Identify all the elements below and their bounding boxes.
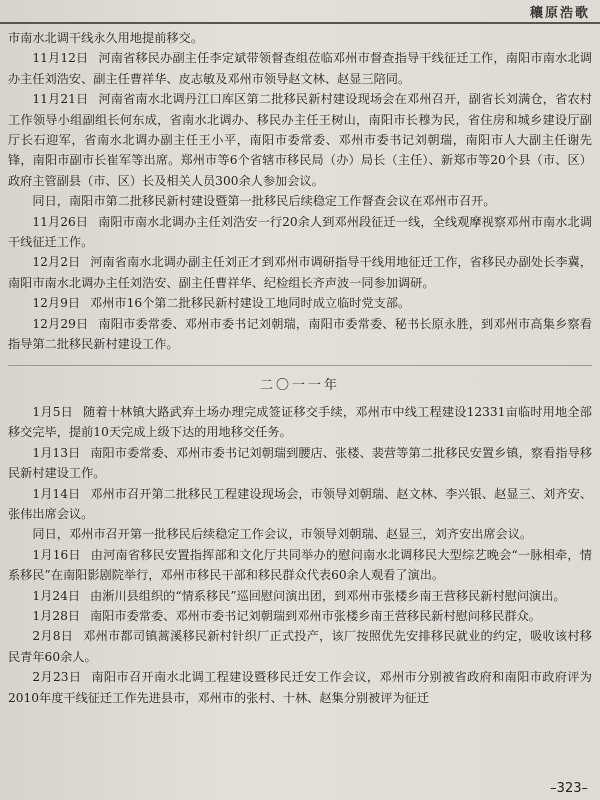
chronicle-entry (8, 293, 592, 313)
chronicle-entry (8, 586, 592, 606)
entry-text: 由淅川县组织的“情系移民”巡回慰问演出团，到邓州市张楼乡南王营移民新村慰问演出。 (90, 588, 566, 603)
entry-text: 南阳市委常委、邓州市委书记刘朝瑞，南阳市委常委、秘书长原永胜，到邓州市高集乡察看指导第二批移民新村建设工作。 (8, 316, 592, 352)
chronicle-entry (8, 484, 592, 525)
page-body (8, 28, 592, 708)
chronicle-entry (8, 443, 592, 484)
entry-date: 1月5日 (32, 404, 74, 419)
entry-date: 1月13日 (32, 445, 81, 460)
entry-date: 12月2日 (32, 255, 81, 270)
chronicle-entry (8, 545, 592, 586)
entry-date: 11月26日 (32, 214, 89, 229)
entry-text: 同日，南阳市第二批移民新村建设暨第一批移民后续稳定工作督查会议在邓州市召开。 (32, 194, 496, 209)
entry-text: 河南省移民办副主任李定斌带领督查组莅临邓州市督查指导干线征迁工作，南阳市南水北调办主任刘浩安、副主任曹祥华、皮志敏及邓州市领导赵文林、赵显三陪同。 (8, 51, 592, 86)
entry-text: 河南省南水北调丹江口库区第二批移民新村建设现场会在邓州召开，副省长刘满仓，省农村工作领导小组副组长何东成，省南水北调办、移民办主任王树山，南阳市长穆为民，省住房和城乡建设厅副厅长石迎军，省南水北调办副主任王小平，南阳市委常委、邓州市委书记刘朝瑞，南阳市人大副主任谢先锋，南阳市副市长崔军等出席。郑州市等6个省辖市移民局（办）局长（主任）、新郑市等20个县（市、区）政府主管副县（市、区）长及相关人员300余人参加会议。 (8, 92, 592, 188)
entry-text: 由河南省移民安置指挥部和文化厅共同举办的慰问南水北调移民大型综艺晚会“一脉相牵，情系移民”在南阳影剧院举行，邓州市移民干部和移民群众代表60余人观看了演出。 (8, 547, 592, 583)
running-header (0, 0, 600, 24)
entry-date: 1月14日 (32, 486, 81, 501)
entry-date: 1月28日 (32, 608, 81, 623)
chronicle-entry (8, 667, 592, 708)
entry-text: 南阳市委常委、邓州市委书记刘朝瑞到腰店、张楼、裴营等第二批移民安置乡镇，察看指导移民新村建设工作。 (8, 445, 593, 481)
chronicle-entry (8, 606, 592, 626)
entry-text: 同日，邓州市召开第一批移民后续稳定工作会议，市领导刘朝瑞、赵显三，刘齐安出席会议。 (32, 527, 533, 542)
chronicle-entry (8, 524, 592, 544)
chronicle-entry (8, 402, 592, 443)
running-header-title: 穰原浩歌 (529, 6, 590, 21)
chronicle-entry (8, 48, 592, 89)
entry-date: 2月23日 (32, 670, 82, 685)
entry-text: 河南省南水北调办副主任刘正才到邓州市调研指导干线用地征迁工作，省移民办副处长李冀，南阳市南水北调办主任刘浩安、副主任曹祥华、纪检组长齐声波一同参加调研。 (8, 255, 593, 290)
chronicle-entry (8, 28, 592, 48)
entry-text: 邓州市召开第二批移民工程建设现场会，市领导刘朝瑞、赵文林、李兴银、赵显三、刘齐安、张伟出席会议。 (8, 486, 593, 521)
entry-text: 邓州市都司镇蒿溪移民新村针织厂正式投产，该厂按照优先安排移民就业的约定，吸收该村移民青年60余人。 (8, 629, 592, 664)
chronicle-entry (8, 314, 592, 355)
chronicle-entry (8, 191, 592, 211)
entry-date: 1月16日 (32, 547, 81, 562)
entry-date: 11月21日 (32, 92, 89, 107)
entry-text: 随着十林镇大路武弃土场办理完成签证移交手续，邓州市中线工程建设12331亩临时用地全部移交完毕，提前10天完成上级下达的用地移交任务。 (8, 404, 592, 440)
entries-after (8, 402, 592, 708)
entry-date: 11月12日 (32, 51, 89, 66)
entry-text: 南阳市南水北调办主任刘浩安一行20余人到邓州段征迁一线，全线观摩视察邓州市南水北调干线征迁工作。 (8, 214, 592, 250)
entry-text: 南阳市委常委、邓州市委书记刘朝瑞到邓州市张楼乡南王营移民新村慰问移民群众。 (90, 608, 541, 623)
page-number: –323– (550, 781, 588, 796)
chronicle-entry (8, 626, 592, 667)
year-heading: 二〇一一年 (8, 365, 592, 396)
entry-text: 南阳市召开南水北调工程建设暨移民迁安工作会议，邓州市分别被省政府和南阳市政府评为2010年度干线征迁工作先进县市，邓州市的张村、十林、赵集分别被评为征迁 (8, 670, 592, 705)
chronicle-entry (8, 252, 592, 293)
chronicle-entry (8, 89, 592, 191)
chronicle-entry (8, 212, 592, 253)
entry-text: 邓州市16个第二批移民新村建设工地同时成立临时党支部。 (90, 296, 411, 311)
entries-before (8, 28, 592, 355)
entry-date: 12月29日 (32, 316, 89, 331)
entry-date: 1月24日 (32, 588, 81, 603)
entry-date: 12月9日 (32, 296, 81, 311)
entry-text: 市南水北调干线永久用地提前移交。 (8, 31, 203, 45)
entry-date: 2月8日 (32, 629, 74, 644)
